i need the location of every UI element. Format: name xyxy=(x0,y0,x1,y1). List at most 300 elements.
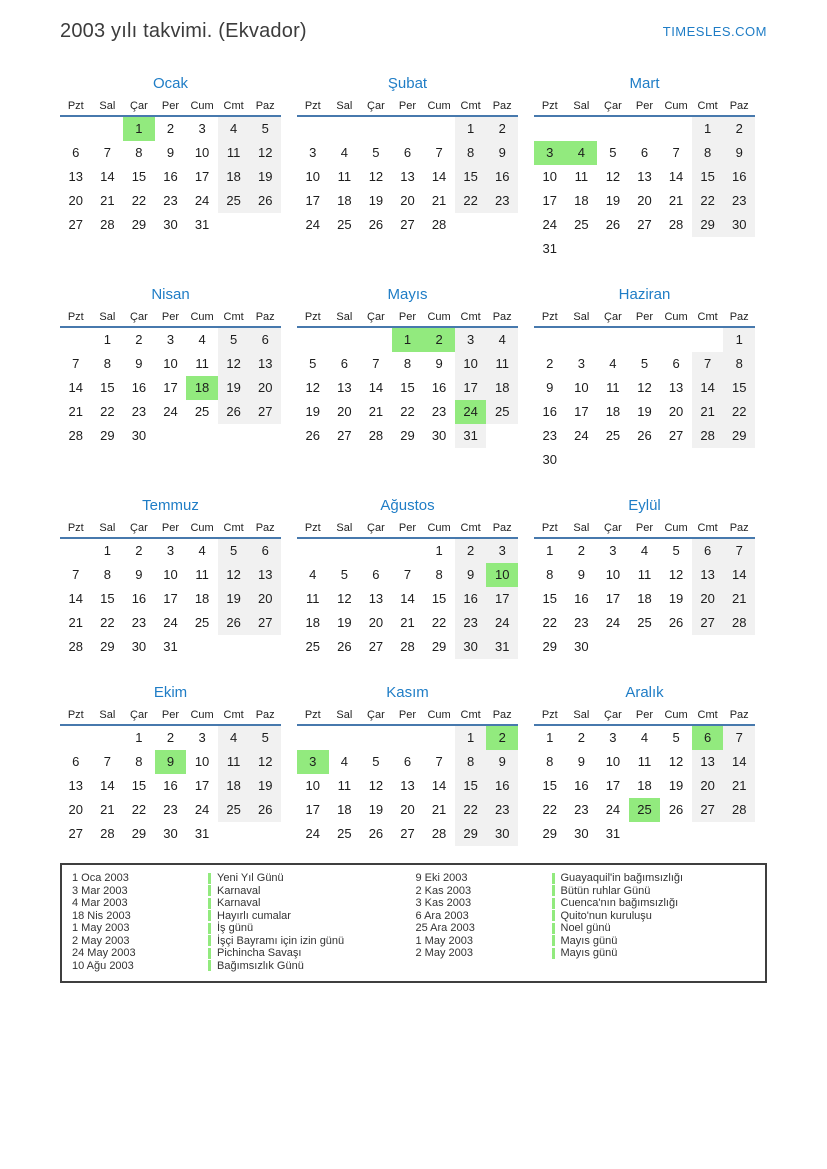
day-cell: 17 xyxy=(574,404,589,419)
empty-cell xyxy=(360,117,392,141)
day-cell: 9 xyxy=(435,356,443,371)
legend-column xyxy=(414,872,758,972)
day-cell: 8 xyxy=(546,754,554,769)
day-cell: 24 xyxy=(305,826,321,841)
month-block xyxy=(534,286,755,472)
day-cell: 13 xyxy=(249,563,281,587)
day-cell: 25 xyxy=(218,189,250,213)
day-cell: 17 xyxy=(605,591,621,606)
page-header xyxy=(60,20,767,43)
day-cell: 30 xyxy=(455,635,487,659)
day-cell: 3 xyxy=(455,328,487,352)
weekday-label: Paz xyxy=(492,709,512,721)
days-grid xyxy=(297,117,518,237)
month-title[interactable]: Mart xyxy=(629,75,660,92)
page-title: 2003 yılı takvimi. (Ekvador) xyxy=(60,20,307,42)
legend-date: 9 Eki 2003 xyxy=(415,872,468,884)
weekday-header-row xyxy=(60,311,281,328)
day-cell: 21 xyxy=(723,587,755,611)
day-cell: 22 xyxy=(455,798,487,822)
empty-cell xyxy=(723,822,755,846)
empty-cell xyxy=(629,635,661,659)
day-cell: 12 xyxy=(668,754,684,769)
days-grid xyxy=(534,328,755,472)
day-cell: 17 xyxy=(486,587,518,611)
empty-cell xyxy=(60,539,92,563)
day-cell: 25 xyxy=(305,639,321,654)
month-title[interactable]: Şubat xyxy=(387,75,428,92)
day-cell: 11 xyxy=(218,750,250,774)
day-cell: 3 xyxy=(577,356,585,371)
empty-cell xyxy=(329,539,361,563)
weekday-label: Çar xyxy=(130,100,148,112)
day-cell: 8 xyxy=(455,750,487,774)
day-cell: 26 xyxy=(305,428,321,443)
legend-holiday-name xyxy=(552,872,758,885)
day-cell: 14 xyxy=(692,376,724,400)
day-cell: 7 xyxy=(435,145,443,160)
day-cell: 1 xyxy=(692,117,724,141)
weekday-label: Cmt xyxy=(460,709,481,721)
legend-holiday-label: Mayıs günü xyxy=(560,947,618,959)
day-cell: 28 xyxy=(723,611,755,635)
weekday-label: Per xyxy=(161,522,180,534)
weekday-header-row xyxy=(297,311,518,328)
weekday-label: Cum xyxy=(664,311,688,323)
day-cell: 23 xyxy=(163,802,178,817)
empty-cell xyxy=(329,726,361,750)
day-cell: 19 xyxy=(305,404,321,419)
month-block xyxy=(60,286,281,448)
day-cell: 27 xyxy=(692,611,724,635)
weekday-label: Per xyxy=(161,100,180,112)
weekday-label: Paz xyxy=(492,100,512,112)
empty-cell xyxy=(455,213,487,237)
day-cell: 5 xyxy=(372,145,380,160)
day-cell: 23 xyxy=(486,189,518,213)
legend-date: 3 Mar 2003 xyxy=(72,884,128,897)
legend-holiday-label: Karnaval xyxy=(217,897,261,909)
day-cell: 29 xyxy=(100,428,115,443)
day-cell: 24 xyxy=(163,615,178,630)
day-cell: 6 xyxy=(672,356,680,371)
day-cell: 2 xyxy=(723,117,755,141)
day-cell: 6 xyxy=(72,145,80,160)
holiday-marker-bar xyxy=(208,910,211,921)
day-cell: 10 xyxy=(542,169,558,184)
day-cell: 8 xyxy=(403,356,412,371)
legend-holiday-name xyxy=(208,935,414,948)
legend-holiday-name xyxy=(208,947,414,960)
legend-holiday-name xyxy=(552,885,758,898)
weekday-label: Pzt xyxy=(541,311,558,323)
day-cell: 30 xyxy=(131,639,147,654)
legend-holiday-label: Hayırlı cumalar xyxy=(217,909,291,922)
month-title[interactable]: Mayıs xyxy=(387,286,428,303)
weekday-label: Cmt xyxy=(697,522,718,534)
day-cell: 28 xyxy=(431,826,447,841)
day-cell: 16 xyxy=(486,774,518,798)
day-cell: 9 xyxy=(546,380,554,395)
weekday-label: Cum xyxy=(427,311,451,323)
day-cell: 20 xyxy=(692,587,724,611)
day-cell: 3 xyxy=(534,141,566,165)
day-cell: 9 xyxy=(486,141,518,165)
day-cell: 19 xyxy=(368,193,384,208)
day-cell: 30 xyxy=(431,428,447,443)
day-cell: 21 xyxy=(723,774,755,798)
month-title[interactable]: Aralık xyxy=(625,684,664,701)
empty-cell xyxy=(629,448,661,472)
day-cell: 22 xyxy=(542,802,558,817)
weekday-label: Çar xyxy=(604,100,622,112)
month-block xyxy=(297,684,518,846)
day-cell: 23 xyxy=(574,802,589,817)
month-title[interactable]: Ocak xyxy=(152,75,188,92)
day-cell: 20 xyxy=(692,774,724,798)
day-cell: 11 xyxy=(574,169,589,184)
day-cell: 1 xyxy=(455,726,487,750)
legend-holiday-name xyxy=(208,922,414,935)
day-cell: 28 xyxy=(431,217,447,232)
empty-cell xyxy=(660,822,692,846)
day-cell: 6 xyxy=(403,145,412,160)
empty-cell xyxy=(566,448,598,472)
day-cell: 28 xyxy=(692,424,724,448)
weekday-header-row xyxy=(297,709,518,726)
day-cell: 23 xyxy=(131,615,147,630)
legend-date: 2 Kas 2003 xyxy=(415,884,472,897)
weekday-label: Cum xyxy=(190,709,214,721)
empty-cell xyxy=(597,237,629,261)
day-cell: 21 xyxy=(68,615,84,630)
weekday-label: Sal xyxy=(336,709,353,721)
weekday-label: Cum xyxy=(427,100,451,112)
day-cell: 18 xyxy=(305,615,321,630)
day-cell: 8 xyxy=(103,356,111,371)
empty-cell xyxy=(566,117,598,141)
day-cell: 13 xyxy=(400,778,415,793)
day-cell: 12 xyxy=(249,141,281,165)
month-block xyxy=(60,684,281,846)
day-cell: 7 xyxy=(723,539,755,563)
weekday-label: Pzt xyxy=(67,522,84,534)
weekday-label: Pzt xyxy=(67,311,84,323)
day-cell: 9 xyxy=(135,356,143,371)
day-cell: 1 xyxy=(103,332,111,347)
day-cell: 27 xyxy=(692,798,724,822)
weekday-label: Çar xyxy=(130,709,148,721)
day-cell: 10 xyxy=(194,754,210,769)
empty-cell xyxy=(534,117,566,141)
day-cell: 16 xyxy=(163,778,178,793)
day-cell: 14 xyxy=(68,591,84,606)
day-cell: 10 xyxy=(455,352,487,376)
day-cell: 8 xyxy=(723,352,755,376)
weekday-label: Cum xyxy=(427,522,451,534)
day-cell: 7 xyxy=(103,145,111,160)
day-cell: 15 xyxy=(542,591,558,606)
day-cell: 19 xyxy=(368,802,384,817)
day-cell: 18 xyxy=(218,165,250,189)
empty-cell xyxy=(218,424,250,448)
day-cell: 7 xyxy=(103,754,111,769)
day-cell: 31 xyxy=(163,639,178,654)
day-cell: 23 xyxy=(542,428,558,443)
legend-holiday-name xyxy=(552,897,758,910)
day-cell: 26 xyxy=(249,189,281,213)
day-cell: 3 xyxy=(486,539,518,563)
day-cell: 5 xyxy=(309,356,317,371)
day-cell: 6 xyxy=(249,539,281,563)
days-grid xyxy=(534,726,755,846)
day-cell: 29 xyxy=(100,639,115,654)
day-cell: 15 xyxy=(400,380,415,395)
day-cell: 27 xyxy=(249,400,281,424)
day-cell: 20 xyxy=(68,193,84,208)
day-cell: 30 xyxy=(163,217,178,232)
day-cell: 18 xyxy=(574,193,589,208)
weekday-label: Cum xyxy=(664,709,688,721)
day-cell: 15 xyxy=(100,591,115,606)
holiday-marker-bar xyxy=(552,948,555,959)
legend-holiday-label: Pichincha Savaşı xyxy=(217,947,302,959)
day-cell: 8 xyxy=(435,567,443,582)
empty-cell xyxy=(597,635,629,659)
weekday-label: Sal xyxy=(336,522,353,534)
legend-holiday-label: Mayıs günü xyxy=(560,934,618,947)
day-cell: 22 xyxy=(431,615,447,630)
legend-date: 4 Mar 2003 xyxy=(72,897,128,909)
day-cell: 21 xyxy=(692,400,724,424)
legend-holiday-label: Bağımsızlık Günü xyxy=(217,959,304,972)
month-block xyxy=(534,497,755,659)
day-cell: 13 xyxy=(400,169,415,184)
day-cell: 15 xyxy=(542,778,558,793)
empty-cell xyxy=(566,237,598,261)
legend-date: 3 Kas 2003 xyxy=(415,897,472,909)
day-cell: 29 xyxy=(542,639,558,654)
weekday-header-row xyxy=(60,522,281,539)
day-cell: 6 xyxy=(72,754,80,769)
day-cell: 8 xyxy=(455,141,487,165)
day-cell: 13 xyxy=(68,778,84,793)
day-cell: 29 xyxy=(131,217,147,232)
day-cell: 11 xyxy=(306,591,320,606)
holiday-marker-bar xyxy=(208,960,211,971)
holiday-marker-bar xyxy=(208,885,211,896)
day-cell: 2 xyxy=(486,726,518,750)
day-cell: 13 xyxy=(68,169,84,184)
day-cell: 21 xyxy=(368,404,384,419)
empty-cell xyxy=(629,822,661,846)
weekday-label: Çar xyxy=(604,522,622,534)
day-cell: 14 xyxy=(68,380,84,395)
day-cell: 6 xyxy=(249,328,281,352)
day-cell: 28 xyxy=(368,428,384,443)
day-cell: 17 xyxy=(163,380,178,395)
day-cell: 4 xyxy=(609,356,617,371)
day-cell: 16 xyxy=(455,587,487,611)
day-cell: 6 xyxy=(372,567,380,582)
day-cell: 19 xyxy=(668,778,684,793)
holiday-marker-bar xyxy=(552,885,555,896)
day-cell: 20 xyxy=(668,404,684,419)
holiday-marker-bar xyxy=(552,923,555,934)
day-cell: 28 xyxy=(100,217,115,232)
day-cell: 23 xyxy=(455,611,487,635)
legend-holiday-label: Noel günü xyxy=(560,922,611,934)
day-cell: 11 xyxy=(637,754,652,769)
day-cell: 30 xyxy=(723,213,755,237)
empty-cell xyxy=(60,328,92,352)
weekday-label: Cum xyxy=(427,709,451,721)
month-title[interactable]: Kasım xyxy=(386,684,429,701)
day-cell: 17 xyxy=(163,591,178,606)
weekday-label: Sal xyxy=(573,311,590,323)
empty-cell xyxy=(566,328,598,352)
day-cell: 1 xyxy=(123,117,155,141)
day-cell: 9 xyxy=(577,567,585,582)
holiday-marker-bar xyxy=(208,923,211,934)
month-title[interactable]: Temmuz xyxy=(142,497,199,514)
day-cell: 12 xyxy=(218,563,250,587)
month-title[interactable]: Ekim xyxy=(153,684,188,701)
day-cell: 5 xyxy=(218,539,250,563)
empty-cell xyxy=(692,822,724,846)
day-cell: 19 xyxy=(337,615,352,630)
day-cell: 20 xyxy=(337,404,352,419)
day-cell: 7 xyxy=(435,754,443,769)
day-cell: 4 xyxy=(198,543,206,558)
day-cell: 22 xyxy=(400,404,415,419)
month-title[interactable]: Haziran xyxy=(618,286,671,303)
day-cell: 14 xyxy=(723,750,755,774)
legend-date: 25 Ara 2003 xyxy=(415,922,475,934)
day-cell: 3 xyxy=(609,730,617,745)
empty-cell xyxy=(297,726,329,750)
day-cell: 5 xyxy=(640,356,649,371)
month-title[interactable]: Nisan xyxy=(151,286,190,303)
empty-cell xyxy=(423,117,455,141)
weekday-label: Paz xyxy=(492,311,512,323)
day-cell: 1 xyxy=(546,730,554,745)
day-cell: 21 xyxy=(668,193,684,208)
day-cell: 18 xyxy=(605,404,621,419)
holiday-marker-bar xyxy=(208,873,211,884)
empty-cell xyxy=(660,635,692,659)
day-cell: 10 xyxy=(574,380,589,395)
day-cell: 22 xyxy=(100,404,115,419)
day-cell: 7 xyxy=(72,356,80,371)
legend-holiday-label: İşçi Bayramı için izin günü xyxy=(217,934,345,947)
day-cell: 11 xyxy=(337,169,352,184)
weekday-header-row xyxy=(534,311,755,328)
weekday-label: Cmt xyxy=(223,100,244,112)
empty-cell xyxy=(155,424,187,448)
day-cell: 17 xyxy=(605,778,621,793)
day-cell: 21 xyxy=(400,615,415,630)
day-cell: 11 xyxy=(337,778,352,793)
weekday-label: Pzt xyxy=(67,100,84,112)
day-cell: 25 xyxy=(218,798,250,822)
holiday-marker-bar xyxy=(208,948,211,959)
site-link[interactable]: TIMESLES.COM xyxy=(662,24,767,39)
day-cell: 27 xyxy=(368,639,384,654)
day-cell: 12 xyxy=(218,352,250,376)
day-cell: 22 xyxy=(131,193,147,208)
day-cell: 15 xyxy=(455,774,487,798)
day-cell: 4 xyxy=(640,730,649,745)
weekday-label: Cmt xyxy=(460,100,481,112)
day-cell: 25 xyxy=(194,404,210,419)
day-cell: 3 xyxy=(198,121,206,136)
day-cell: 12 xyxy=(668,567,684,582)
month-block xyxy=(297,497,518,659)
holiday-marker-bar xyxy=(208,935,211,946)
day-cell: 9 xyxy=(723,141,755,165)
weekday-label: Çar xyxy=(604,311,622,323)
day-cell: 23 xyxy=(131,404,147,419)
day-cell: 18 xyxy=(637,591,652,606)
empty-cell xyxy=(360,539,392,563)
day-cell: 18 xyxy=(486,376,518,400)
day-cell: 11 xyxy=(606,380,620,395)
empty-cell xyxy=(486,424,518,448)
legend-holiday-label: Guayaquil'in bağımsızlığı xyxy=(560,872,684,884)
day-cell: 3 xyxy=(166,543,175,558)
day-cell: 7 xyxy=(72,567,80,582)
empty-cell xyxy=(329,117,361,141)
day-cell: 26 xyxy=(368,826,384,841)
month-title[interactable]: Ağustos xyxy=(380,497,435,514)
day-cell: 11 xyxy=(637,567,652,582)
empty-cell xyxy=(392,726,424,750)
day-cell: 3 xyxy=(609,543,617,558)
weekday-label: Paz xyxy=(255,311,275,323)
day-cell: 14 xyxy=(723,563,755,587)
day-cell: 15 xyxy=(100,380,115,395)
day-cell: 17 xyxy=(455,376,487,400)
day-cell: 12 xyxy=(305,380,321,395)
day-cell: 16 xyxy=(163,169,178,184)
legend-date: 1 May 2003 xyxy=(415,934,473,947)
day-cell: 11 xyxy=(195,567,209,582)
legend-holiday-label: İş günü xyxy=(217,922,254,934)
day-cell: 17 xyxy=(542,193,558,208)
day-cell: 16 xyxy=(131,380,147,395)
month-title[interactable]: Eylül xyxy=(628,497,661,514)
day-cell: 17 xyxy=(194,169,210,184)
day-cell: 20 xyxy=(637,193,652,208)
day-cell: 11 xyxy=(486,352,518,376)
empty-cell xyxy=(297,328,329,352)
empty-cell xyxy=(360,726,392,750)
day-cell: 20 xyxy=(249,376,281,400)
weekday-label: Çar xyxy=(367,522,385,534)
day-cell: 24 xyxy=(194,193,210,208)
weekday-label: Paz xyxy=(729,100,749,112)
weekday-label: Cmt xyxy=(223,311,244,323)
day-cell: 2 xyxy=(135,332,143,347)
weekday-label: Çar xyxy=(130,522,148,534)
day-cell: 19 xyxy=(605,193,621,208)
day-cell: 10 xyxy=(305,778,321,793)
weekday-label: Per xyxy=(635,100,654,112)
legend-date: 24 May 2003 xyxy=(72,947,136,959)
day-cell: 25 xyxy=(337,826,352,841)
months-grid xyxy=(60,75,767,846)
